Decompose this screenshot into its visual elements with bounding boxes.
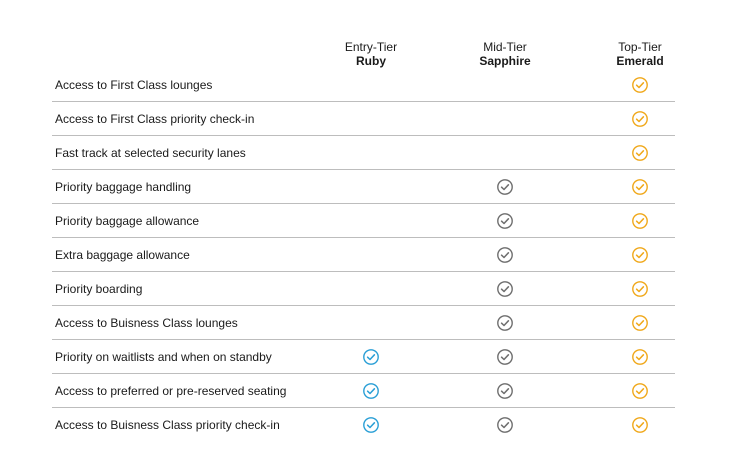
check-circle-icon (496, 348, 514, 366)
benefit-row (52, 272, 675, 306)
tier-header-ruby (311, 40, 431, 68)
check-circle-icon (631, 416, 649, 434)
check-circle-icon (631, 314, 649, 332)
benefit-label: Priority baggage handling (55, 180, 192, 194)
emerald-check-cell (631, 144, 649, 162)
benefit-row (52, 306, 675, 340)
tier-name: Sapphire (479, 54, 531, 68)
check-circle-icon (362, 348, 380, 366)
benefit-row (52, 170, 675, 204)
benefit-row (52, 238, 675, 272)
benefit-label: Priority boarding (55, 282, 143, 296)
emerald-check-cell (631, 314, 649, 332)
check-circle-icon (362, 416, 380, 434)
check-circle-icon (496, 280, 514, 298)
emerald-check-cell (631, 280, 649, 298)
tier-level: Top-Tier (618, 40, 662, 54)
check-circle-icon (631, 76, 649, 94)
check-circle-icon (631, 178, 649, 196)
tier-header-sapphire (445, 40, 565, 68)
tier-name: Emerald (616, 54, 664, 68)
check-circle-icon (631, 212, 649, 230)
benefit-row (52, 408, 675, 442)
emerald-check-cell (631, 212, 649, 230)
sapphire-check-cell (496, 382, 514, 400)
check-circle-icon (631, 246, 649, 264)
benefit-row (52, 68, 675, 102)
benefit-row (52, 136, 675, 170)
benefit-label: Fast track at selected security lanes (55, 146, 246, 160)
check-circle-icon (496, 212, 514, 230)
ruby-check-cell (362, 348, 380, 366)
emerald-check-cell (631, 348, 649, 366)
benefit-row (52, 340, 675, 374)
sapphire-check-cell (496, 212, 514, 230)
benefit-row (52, 374, 675, 408)
check-circle-icon (496, 178, 514, 196)
check-circle-icon (631, 348, 649, 366)
benefit-label: Access to Buisness Class lounges (55, 316, 238, 330)
sapphire-check-cell (496, 280, 514, 298)
benefit-label: Access to preferred or pre-reserved seating (55, 384, 287, 398)
ruby-check-cell (362, 382, 380, 400)
benefit-label: Priority baggage allowance (55, 214, 200, 228)
check-circle-icon (496, 246, 514, 264)
sapphire-check-cell (496, 246, 514, 264)
tier-level: Mid-Tier (483, 40, 527, 54)
sapphire-check-cell (496, 348, 514, 366)
check-circle-icon (631, 382, 649, 400)
ruby-check-cell (362, 416, 380, 434)
emerald-check-cell (631, 382, 649, 400)
check-circle-icon (496, 382, 514, 400)
sapphire-check-cell (496, 416, 514, 434)
check-circle-icon (631, 280, 649, 298)
benefit-row (52, 204, 675, 238)
sapphire-check-cell (496, 178, 514, 196)
benefit-label: Access to First Class lounges (55, 78, 213, 92)
tier-name: Ruby (356, 54, 386, 68)
benefit-label: Extra baggage allowance (55, 248, 190, 262)
tier-level: Entry-Tier (344, 40, 398, 54)
benefit-comparison-table (52, 68, 675, 442)
benefit-label: Priority on waitlists and when on standby (55, 350, 272, 364)
check-circle-icon (496, 314, 514, 332)
benefit-row (52, 102, 675, 136)
check-circle-icon (496, 416, 514, 434)
tier-header-emerald (580, 40, 700, 68)
benefit-label: Access to Buisness Class priority check-in (55, 418, 280, 432)
benefit-label: Access to First Class priority check-in (55, 112, 255, 126)
emerald-check-cell (631, 178, 649, 196)
check-circle-icon (362, 382, 380, 400)
check-circle-icon (631, 110, 649, 128)
sapphire-check-cell (496, 314, 514, 332)
emerald-check-cell (631, 110, 649, 128)
emerald-check-cell (631, 246, 649, 264)
emerald-check-cell (631, 416, 649, 434)
emerald-check-cell (631, 76, 649, 94)
check-circle-icon (631, 144, 649, 162)
